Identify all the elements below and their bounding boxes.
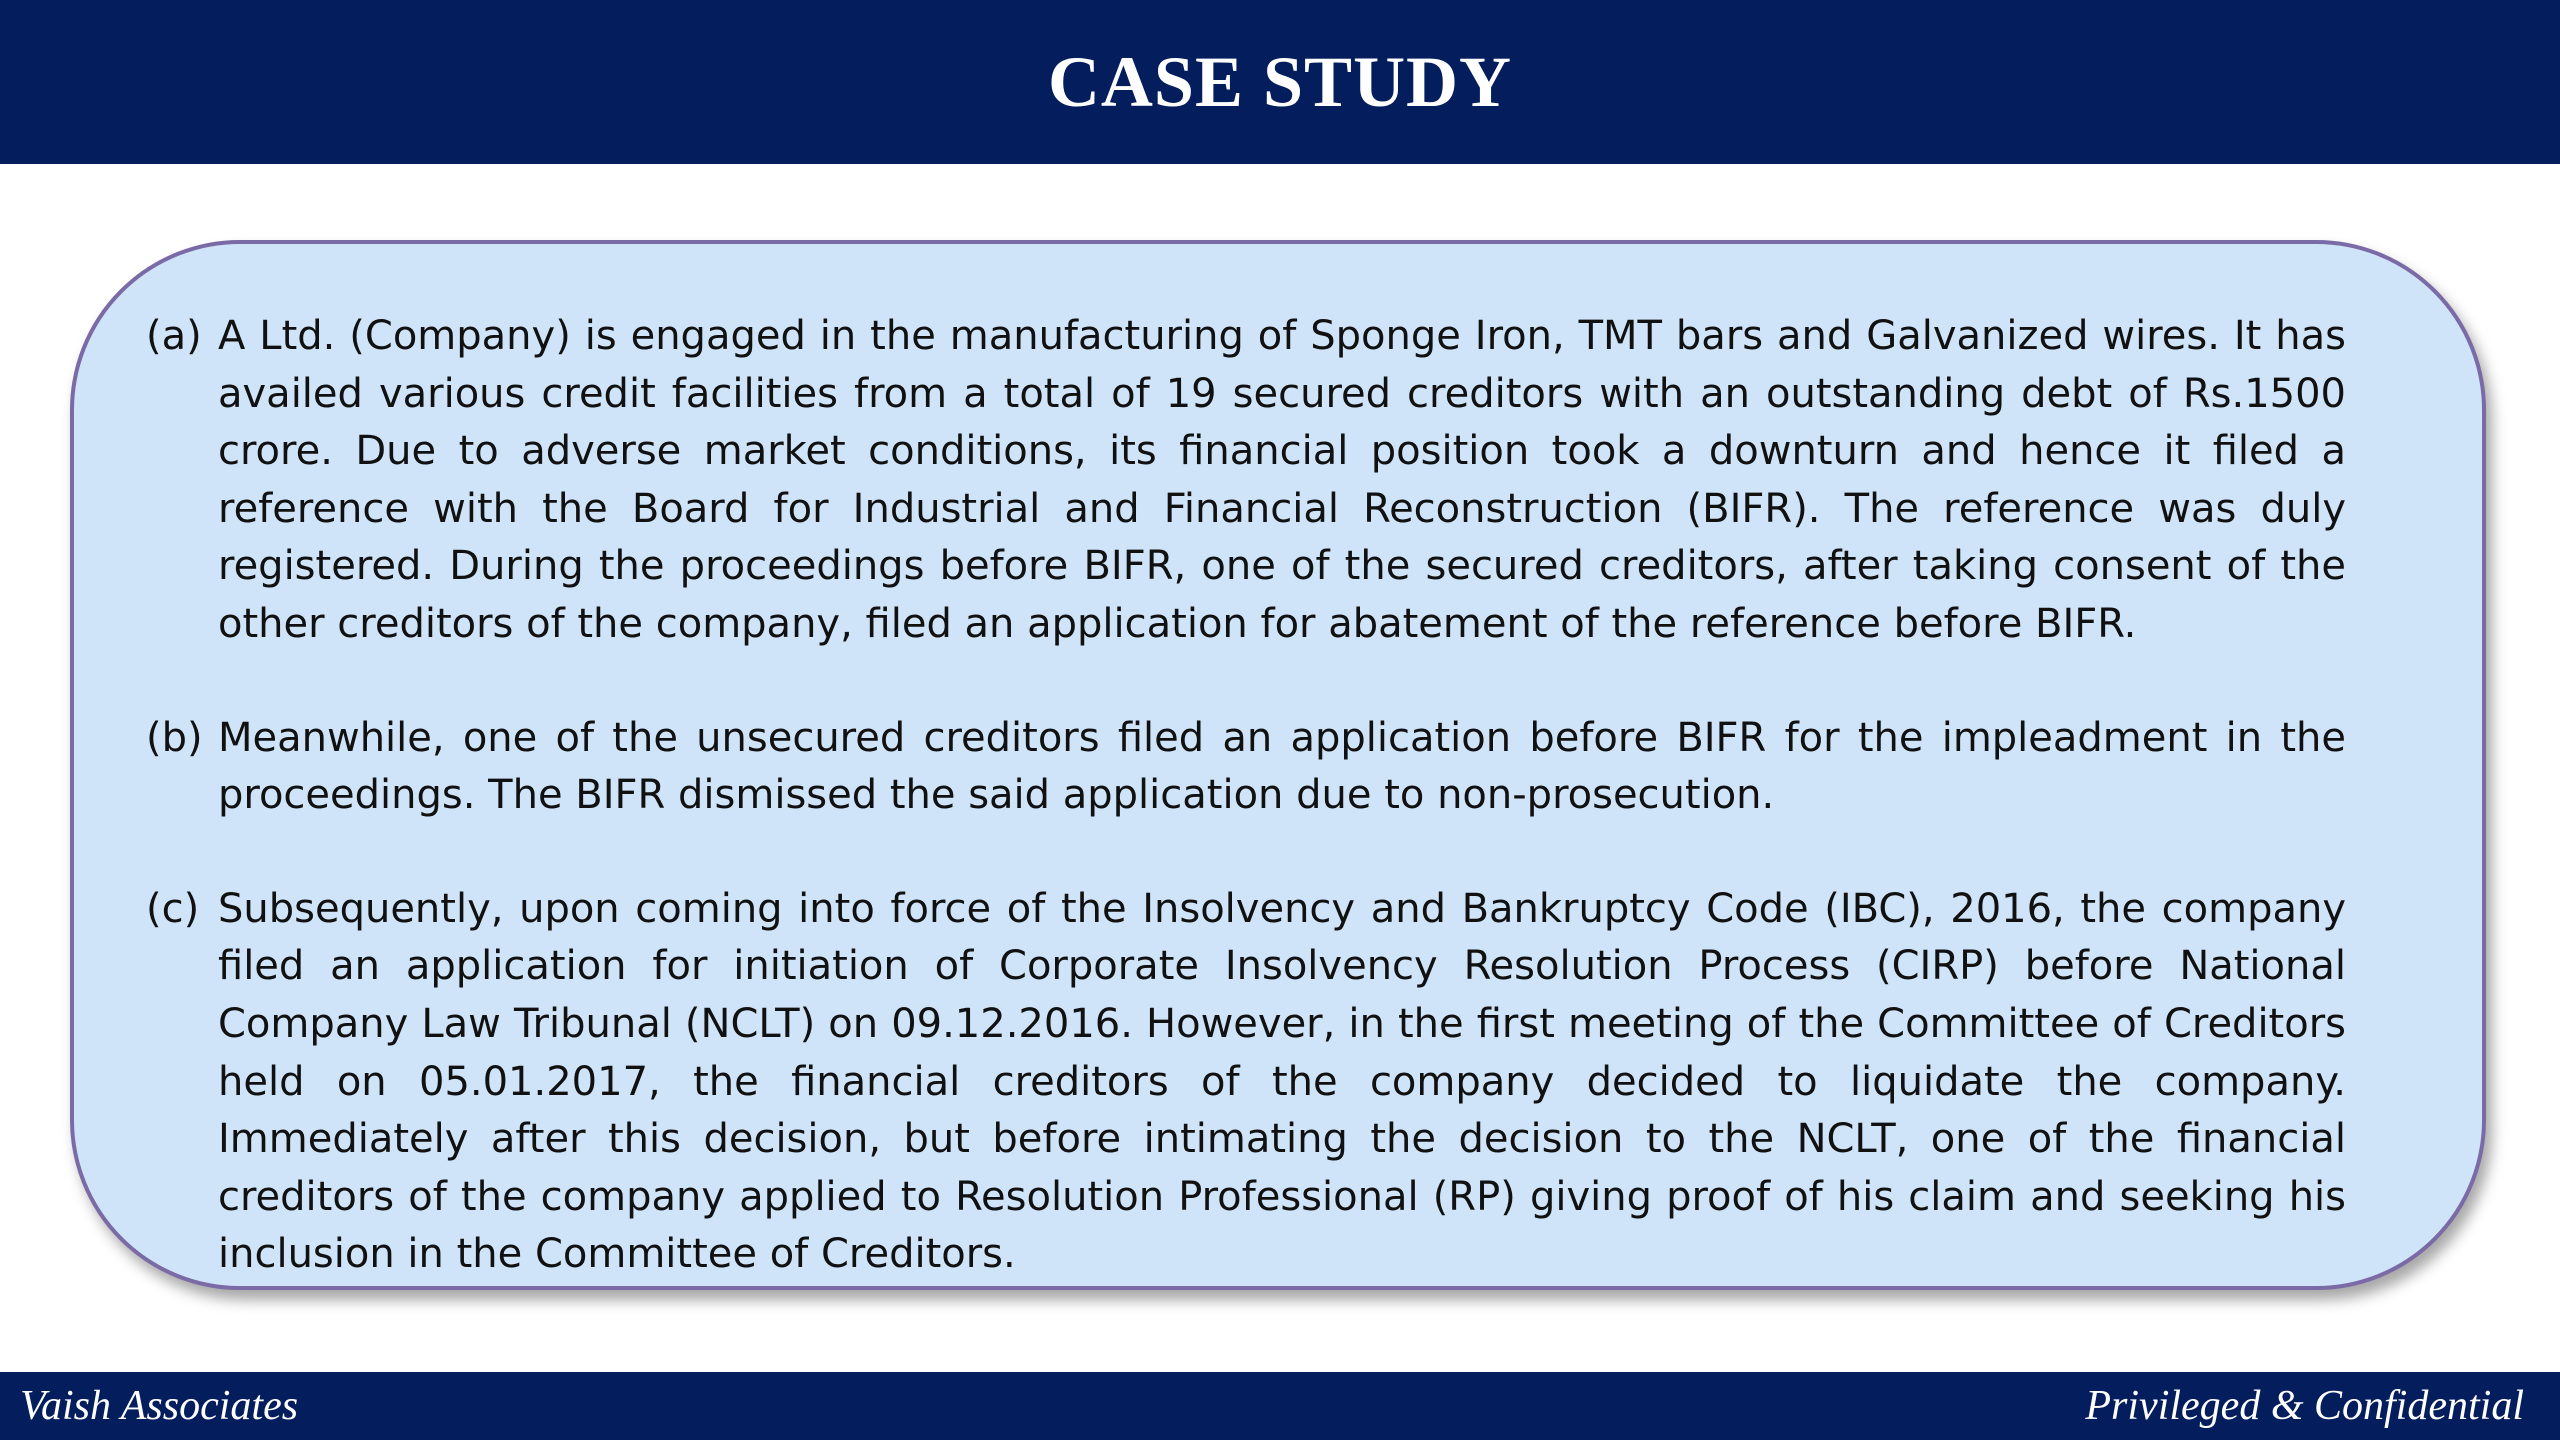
firm-name: Vaish Associates [20, 1383, 299, 1429]
item-marker: (c) [146, 885, 200, 932]
case-item-a [146, 308, 2346, 654]
item-text: Subsequently, upon coming into force of the Insolvency and Bankruptcy Code (IBC), 2016, the company filed an application for initiation of Corporate Insolvency Resolution Process (CIRP) before National Company Law Tribunal (NCLT) on 09.12.2016. However, in the first meeting of the Committee of Creditors held on 05.01.2017, the financial creditors of the company decided to liquidate the company. Immediately after this decision, but before intimating the decision to the NCLT, one of the financial creditors of the company applied to Resolution Professional (RP) giving proof of his claim and seeking his inclusion in the Committee of Creditors. [218, 885, 2346, 1278]
case-study-box [70, 240, 2486, 1290]
case-item-c [146, 881, 2346, 1284]
item-text: A Ltd. (Company) is engaged in the manufacturing of Sponge Iron, TMT bars and Galvanized wires. It has availed various credit facilities from a total of 19 secured creditors with an outstanding debt of Rs.1500 crore. Due to adverse market conditions, its financial position took a downturn and hence it filed a reference with the Board for Industrial and Financial Reconstruction (BIFR). The reference was duly registered. During the proceedings before BIFR, one of the secured creditors, after taking consent of the other creditors of the company, filed an application for abatement of the reference before BIFR. [218, 313, 2346, 647]
case-item-b [146, 710, 2346, 825]
footer-banner [0, 1372, 2560, 1440]
item-marker: (a) [146, 313, 202, 359]
case-items-list [146, 308, 2346, 1340]
slide-title: CASE STUDY [1047, 41, 1513, 122]
item-marker: (b) [146, 714, 203, 761]
confidentiality-label: Privileged & Confidential [2085, 1383, 2524, 1429]
header-banner [0, 0, 2560, 164]
item-text: Meanwhile, one of the unsecured creditors filed an application before BIFR for the impleadment in the proceedings. The BIFR dismissed the said application due to non-prosecution. [218, 714, 2346, 819]
